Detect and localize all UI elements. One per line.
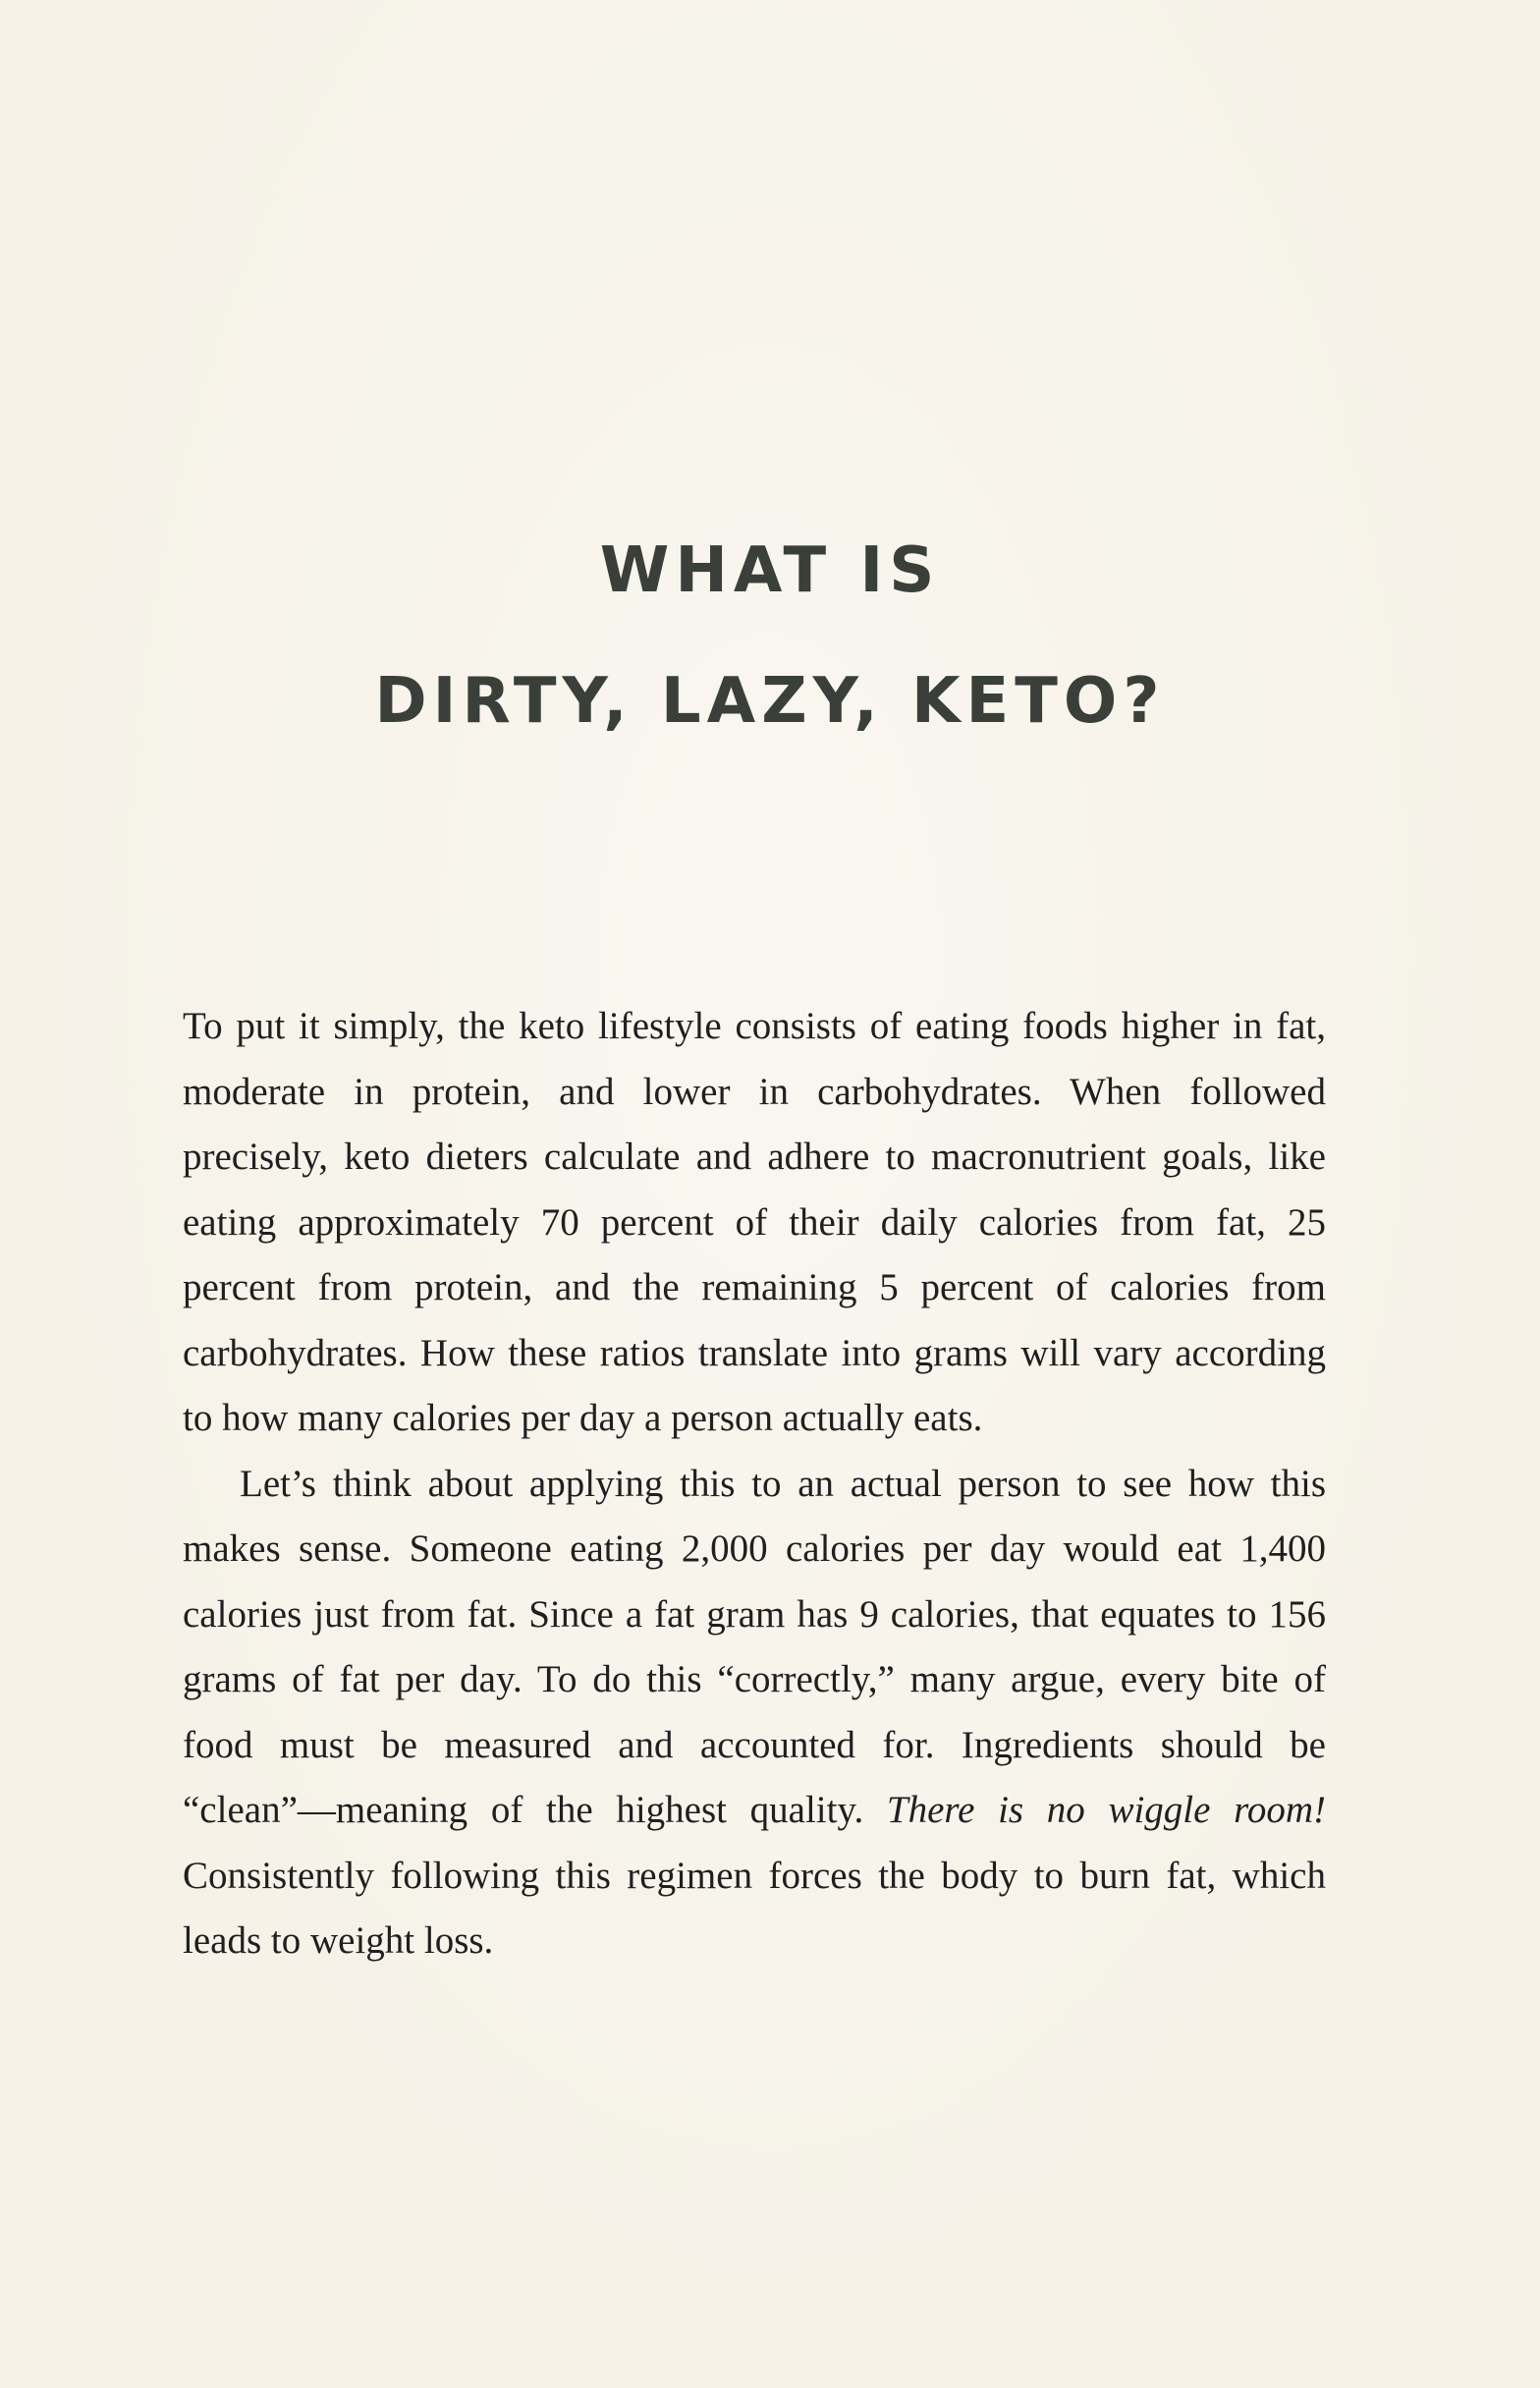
- chapter-title-line-2: DIRTY, LAZY, KETO?: [374, 665, 1166, 738]
- paragraph-2-italic-emphasis: There is no wiggle room!: [886, 1789, 1326, 1831]
- paragraph-2-text-after-italic: Consistently following this regimen forces the body to burn fat, which leads to weight loss.: [183, 1854, 1326, 1962]
- paragraph-1: To put it simply, the keto lifestyle consists of eating foods higher in fat, moderate in protein, and lower in carbohydrates. When followed precisely, keto dieters calculate and adhere to macronutrient goals, like eating approximately 70 percent of their daily calories from fat, 25 percent from protein, and the remaining 5 percent of calories from carbohydrates. How these ratios translate into grams will vary according to how many calories per day a person actually eats.: [183, 1005, 1326, 1439]
- paragraph-2-text-before-italic: Let’s think about applying this to an actual person to see how this makes sense. Someone eating 2,000 calories per day would eat 1,400 calories just from fat. Since a fat gram has 9 calories, that equates to 156 grams of fat per day. To do this “correctly,” many argue, every bite of food must be measured and accounted for. Ingredients should be “clean”—meaning of the highest quality.: [183, 1462, 1326, 1831]
- body-text: [183, 994, 1326, 1974]
- chapter-title: [0, 506, 1540, 767]
- paragraph-2: [183, 1452, 1326, 1974]
- chapter-title-line-1: WHAT IS: [599, 534, 941, 607]
